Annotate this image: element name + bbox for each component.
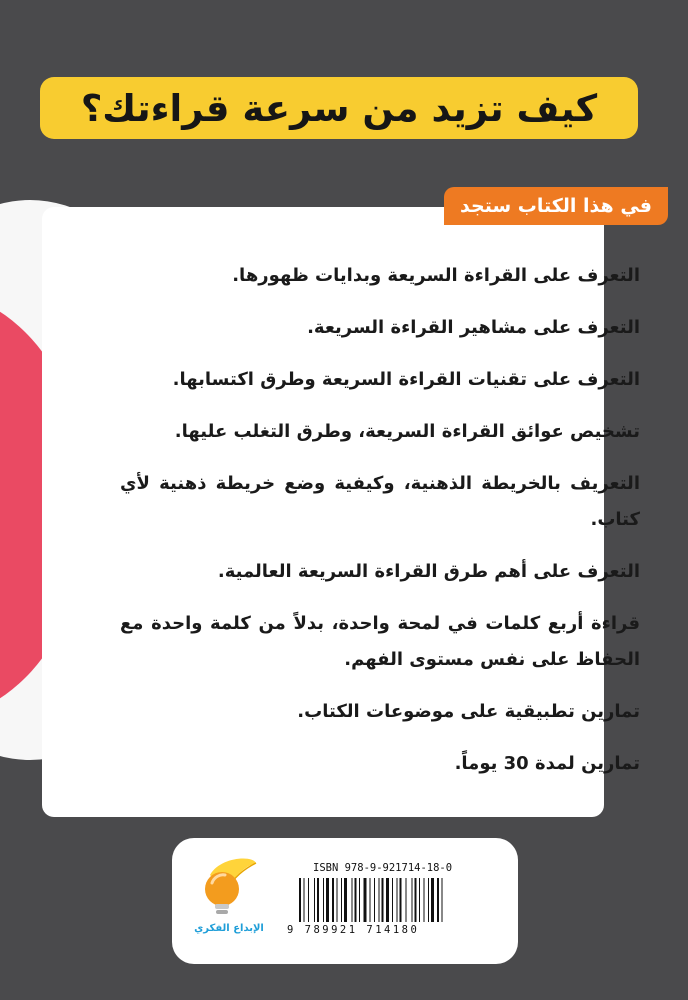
barcode-bar	[428, 878, 429, 922]
list-item: التعرف على مشاهير القراءة السريعة.	[307, 317, 640, 338]
feature-list	[120, 258, 640, 798]
barcode-bar	[299, 878, 301, 922]
list-item: التعرف على القراءة السريعة وبدايات ظهورها.	[232, 265, 640, 286]
publisher-logo-text: الإبداع الفكري	[194, 923, 264, 934]
barcode-bar	[415, 878, 417, 922]
barcode-bar	[386, 878, 389, 922]
barcode-bar	[341, 878, 342, 922]
barcode-bar	[370, 878, 371, 922]
barcode-bar	[442, 878, 443, 922]
list-item: التعريف بالخريطة الذهنية، وكيفية وضع خريطة ذهنية لأي كتاب.	[120, 473, 640, 530]
barcode-bar	[382, 878, 384, 922]
title-banner	[40, 77, 638, 139]
barcode-bar	[317, 878, 319, 922]
barcode-bar	[392, 878, 393, 922]
barcode-bar	[355, 878, 357, 922]
barcode-bar	[431, 878, 434, 922]
section-label: في هذا الكتاب ستجد	[444, 187, 668, 225]
barcode-bar	[323, 878, 324, 922]
isbn-text: ISBN 978-9-921714-18-0	[313, 862, 453, 874]
barcode-bar	[424, 878, 425, 922]
list-item: التعرف على أهم طرق القراءة السريعة العالمية.	[217, 561, 640, 582]
barcode-bar	[308, 878, 309, 922]
barcode-bar	[344, 878, 347, 922]
barcode-bar	[364, 878, 367, 922]
isbn-barcode	[287, 864, 500, 940]
barcode-bar	[397, 878, 398, 922]
list-item: تمارين تطبيقية على موضوعات الكتاب.	[297, 701, 640, 722]
barcode-bar	[359, 878, 360, 922]
barcode-bar	[374, 878, 375, 922]
list-item: التعرف على تقنيات القراءة السريعة وطرق اكتسابها.	[172, 369, 640, 390]
barcode-bar	[437, 878, 439, 922]
barcode-bar	[352, 878, 353, 922]
barcode-bar	[326, 878, 329, 922]
barcode-bar	[304, 878, 305, 922]
barcode-bar	[406, 878, 407, 922]
barcode-bar	[419, 878, 420, 922]
lightbulb-quill-icon	[190, 853, 268, 923]
barcode-digits: 9 789921 714180	[287, 924, 420, 936]
publisher-logo	[190, 853, 268, 948]
list-item: قراءة أربع كلمات في لمحة واحدة، بدلاً من كلمة واحدة مع الحفاظ على نفس مستوى الفهم.	[120, 613, 640, 670]
barcode-bar	[332, 878, 334, 922]
list-item: تشخيص عوائق القراءة السريعة، وطرق التغلب عليها.	[174, 421, 640, 442]
barcode-bar	[337, 878, 338, 922]
book-title: كيف تزيد من سرعة قراءتك؟	[80, 86, 598, 130]
barcode-bar	[412, 878, 413, 922]
barcode-bar	[314, 878, 315, 922]
barcode-bar	[400, 878, 402, 922]
list-item: تمارين لمدة 30 يوماً.	[454, 753, 640, 774]
barcode-bar	[379, 878, 380, 922]
